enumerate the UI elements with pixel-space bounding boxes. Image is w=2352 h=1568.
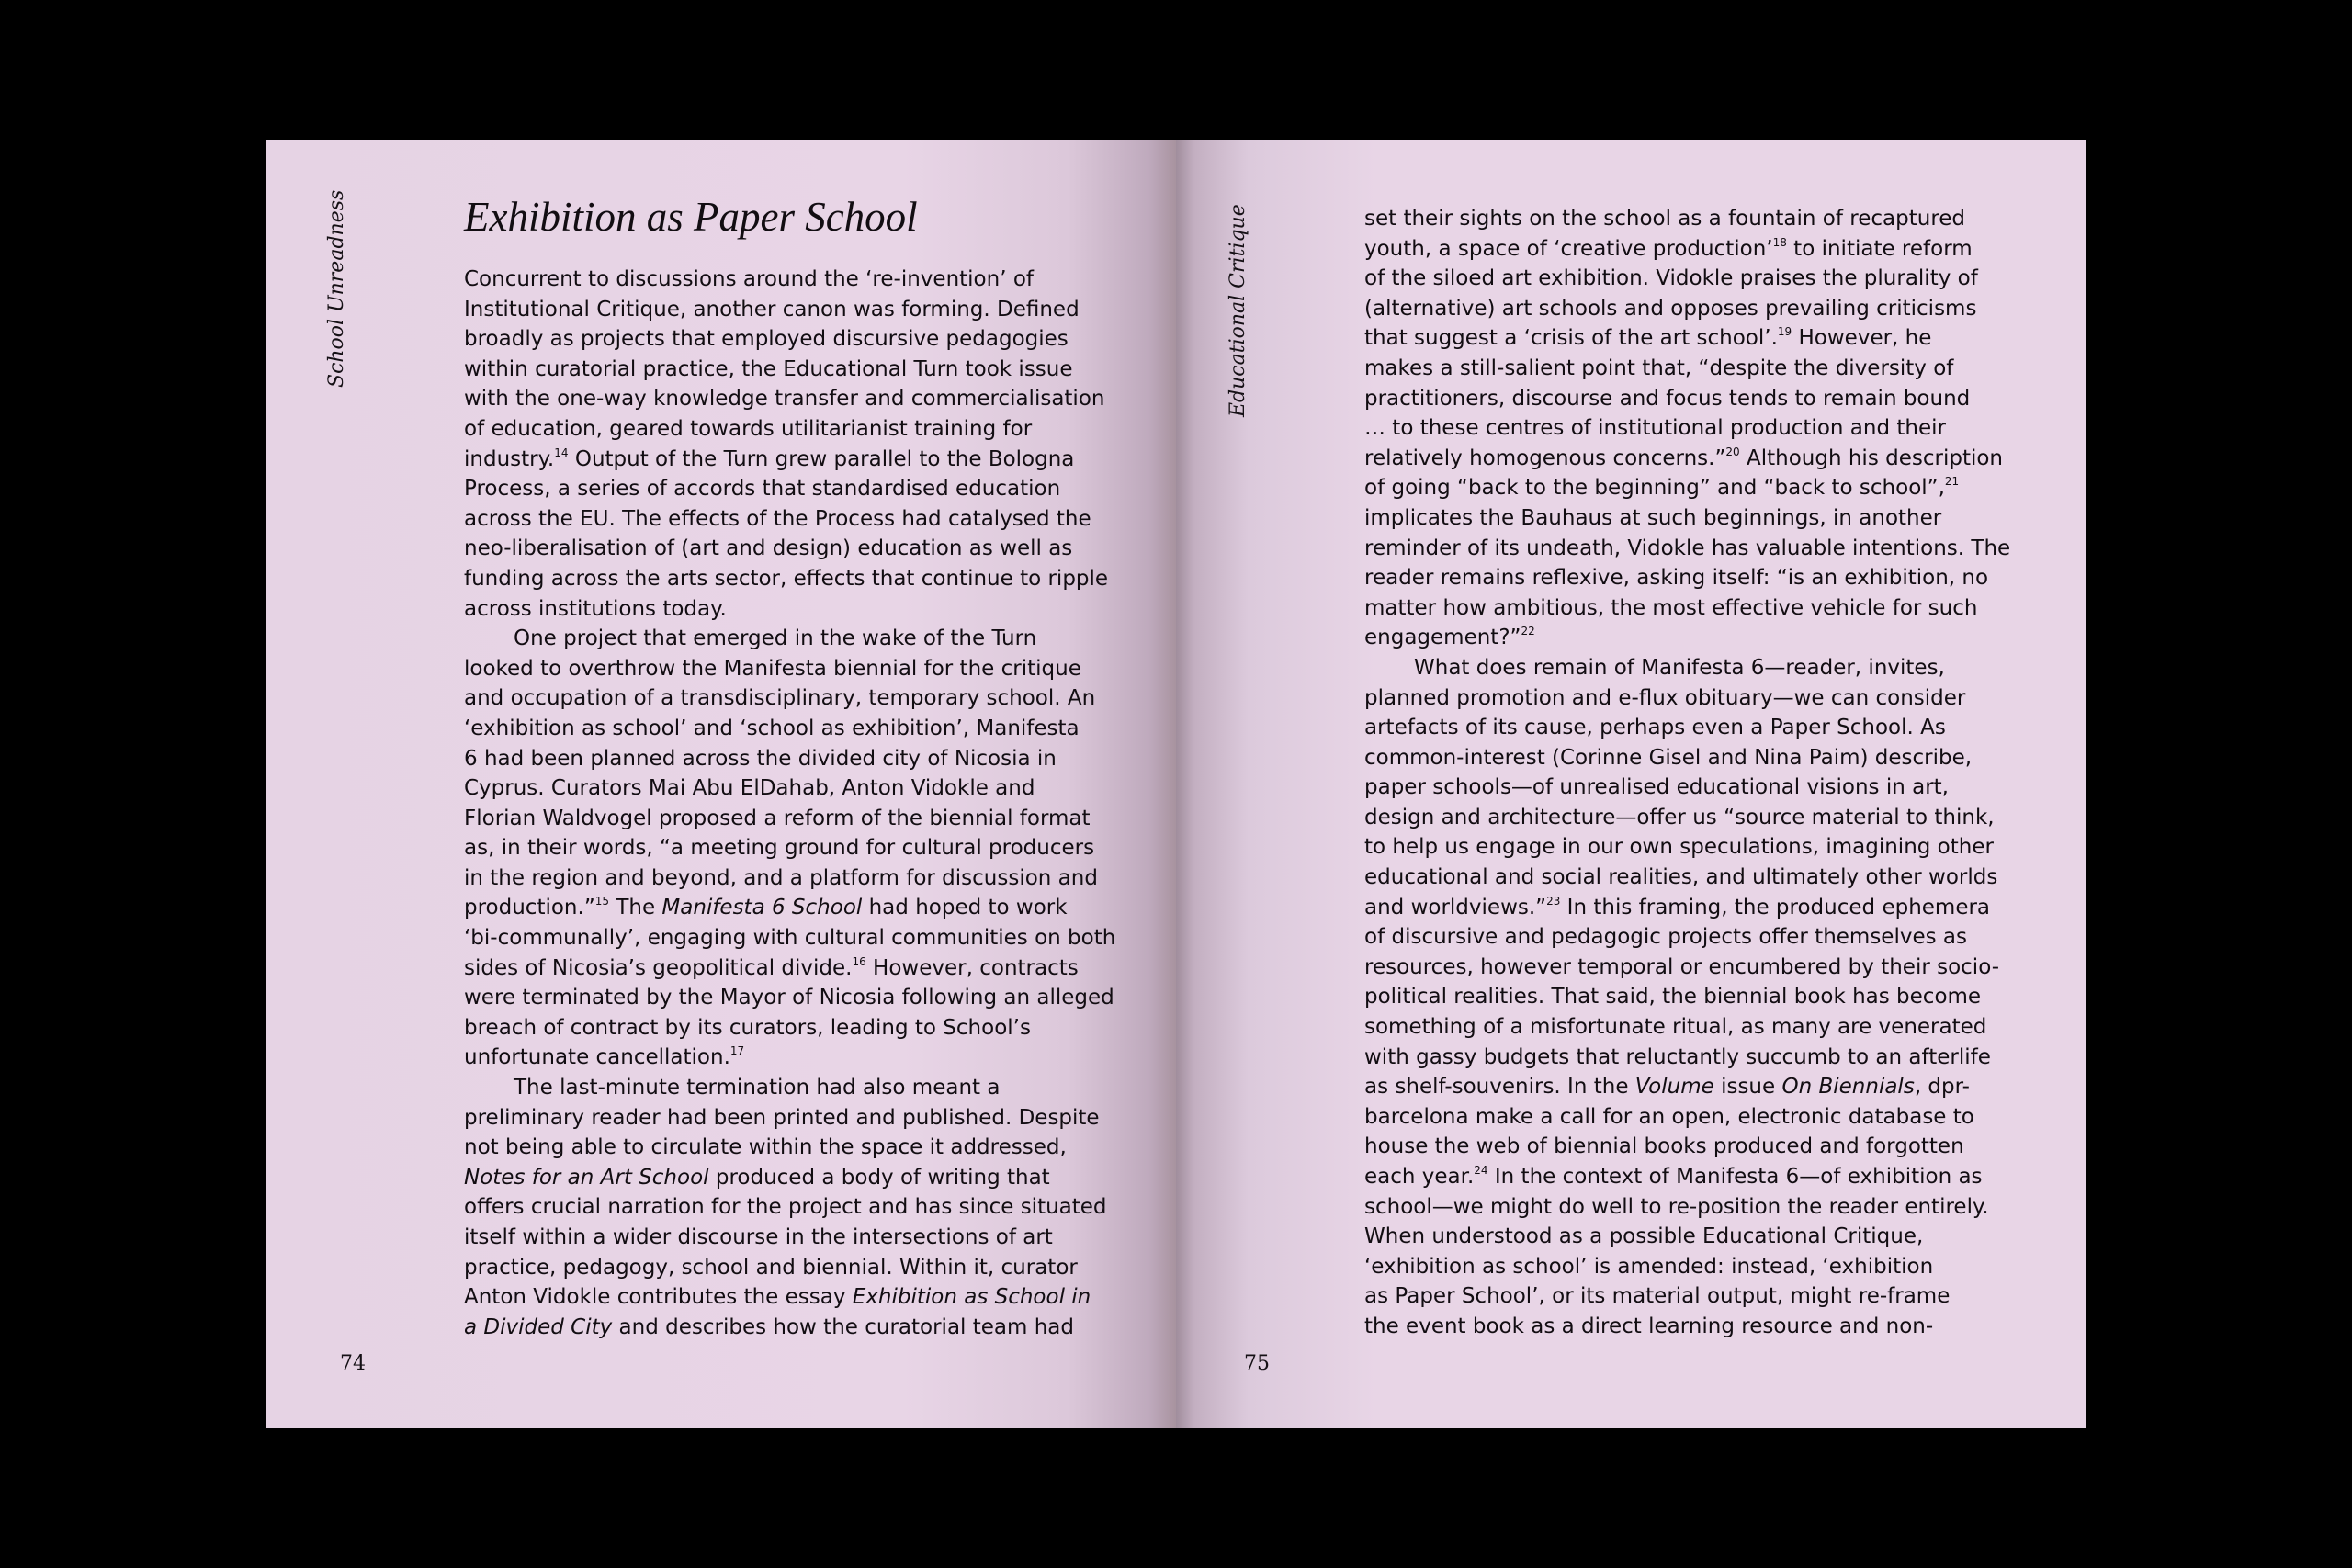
text-line (1364, 713, 2026, 743)
text-line (1364, 1162, 2026, 1192)
text-line (1364, 444, 2026, 474)
line-text: as, in their words, “a meeting ground for cultural producers (464, 836, 1095, 861)
line-text: sides of Nicosia’s geopolitical divide. (464, 955, 853, 980)
text-line (464, 1223, 1125, 1253)
line-text: Florian Waldvogel proposed a reform of the biennial format (464, 806, 1091, 830)
text-line (464, 295, 1125, 325)
line-text: itself within a wider discourse in the intersections of art (464, 1225, 1053, 1249)
line-text: offers crucial narration for the project and has since situated (464, 1195, 1107, 1220)
line-text: matter how ambitious, the most effective vehicle for such (1364, 595, 1978, 620)
text-line (1364, 863, 2026, 893)
footnote-ref: 16 (852, 954, 866, 968)
line-text: that suggest a ‘crisis of the art school’. (1364, 326, 1778, 351)
line-text: The (609, 896, 662, 920)
line-text: not being able to circulate within the space it addressed, (464, 1135, 1067, 1160)
line-text: relatively homogenous concerns.” (1364, 446, 1726, 470)
text-line (1364, 1252, 2026, 1282)
line-text: makes a still-salient point that, “despite the diversity of (1364, 355, 1954, 380)
footnote-ref: 18 (1772, 235, 1787, 249)
footnote-ref: 14 (554, 446, 569, 459)
text-line (464, 534, 1125, 564)
footnote-ref: 17 (729, 1044, 745, 1058)
text-line (464, 474, 1125, 504)
text-line (464, 384, 1125, 414)
line-text: youth, a space of ‘creative production’ (1364, 236, 1773, 261)
text-line (464, 594, 1125, 625)
line-text: practitioners, discourse and focus tends to remain bound (1364, 386, 1971, 411)
text-line (464, 324, 1125, 355)
page-number-left: 74 (340, 1352, 366, 1375)
text-line (1364, 384, 2026, 414)
running-head-right: Educational Critique (1227, 204, 1250, 417)
text-line (464, 1073, 1125, 1103)
line-text: breach of contract by its curators, leading to School’s (464, 1015, 1031, 1040)
text-line (464, 953, 1125, 984)
line-text: One project that emerged in the wake of the Turn (514, 626, 1037, 651)
line-text: barcelona make a call for an open, electronic database to (1364, 1104, 1974, 1129)
line-text: artefacts of its cause, perhaps even a Paper School. As (1364, 716, 1946, 740)
line-text: the event book as a direct learning resource and non- (1364, 1314, 1934, 1338)
line-text: were terminated by the Mayor of Nicosia following an alleged (464, 986, 1114, 1010)
italic-title: Manifesta 6 School (662, 896, 863, 920)
footnote-ref: 21 (1944, 475, 1960, 489)
line-text: school—we might do well to re-position the reader entirely. (1364, 1194, 1989, 1219)
book-spread (266, 140, 2086, 1428)
line-text: something of a misfortunate ritual, as many are venerated (1364, 1015, 1987, 1040)
text-line (464, 744, 1125, 774)
line-text: … to these centres of institutional production and their (1364, 416, 1946, 441)
text-line (464, 1103, 1125, 1134)
text-line (1364, 264, 2026, 294)
line-text: , dpr- (1914, 1075, 1970, 1100)
text-line (464, 265, 1125, 295)
line-text: and worldviews.” (1364, 895, 1547, 919)
text-line (464, 1313, 1125, 1343)
line-text: with the one-way knowledge transfer and commercialisation (464, 387, 1105, 412)
line-text: issue (1713, 1075, 1782, 1100)
line-text: However, contracts (865, 955, 1079, 980)
text-line (464, 893, 1125, 923)
line-text: reminder of its undeath, Vidokle has valuable intentions. The (1364, 536, 2011, 560)
text-line (1364, 534, 2026, 564)
line-text: neo-liberalisation of (art and design) education as well as (464, 536, 1073, 561)
text-line (1364, 294, 2026, 324)
text-line (464, 683, 1125, 714)
page-number-right: 75 (1244, 1352, 1270, 1375)
text-line (1364, 832, 2026, 863)
text-line (464, 414, 1125, 445)
text-line (1364, 413, 2026, 444)
line-text: in the region and beyond, and a platform for discussion and (464, 865, 1098, 890)
line-text: In the context of Manifesta 6—of exhibition as (1487, 1165, 1983, 1189)
text-line (1364, 1072, 2026, 1102)
line-text: paper schools—of unrealised educational visions in art, (1364, 775, 1949, 800)
line-text: Process, a series of accords that standardised education (464, 477, 1061, 502)
line-text: unfortunate cancellation. (464, 1045, 730, 1070)
line-text: political realities. That said, the biennial book has become (1364, 985, 1982, 1010)
line-text: When understood as a possible Educational Critique, (1364, 1224, 1924, 1249)
line-text: across institutions today. (464, 596, 727, 621)
text-line (464, 1013, 1125, 1043)
line-text: each year. (1364, 1165, 1475, 1189)
line-text: of education, geared towards utilitarianist training for (464, 416, 1033, 441)
text-line (464, 624, 1125, 654)
line-text: What does remain of Manifesta 6—reader, invites, (1414, 655, 1945, 680)
left-body-text (464, 265, 1125, 1342)
text-line (464, 654, 1125, 684)
right-body-text (1364, 204, 2026, 1342)
italic-title: Notes for an Art School (464, 1165, 709, 1190)
text-line (1364, 982, 2026, 1012)
text-line (464, 833, 1125, 863)
footnote-ref: 20 (1725, 445, 1740, 458)
line-text: production.” (464, 896, 595, 920)
text-line (1364, 1132, 2026, 1162)
line-text: engagement?” (1364, 626, 1521, 650)
footnote-ref: 19 (1777, 325, 1792, 339)
text-line (464, 1253, 1125, 1283)
text-line (1364, 803, 2026, 833)
line-text: to initiate reform (1786, 236, 1973, 261)
line-text: ‘exhibition as school’ and ‘school as exhibition’, Manifesta (464, 716, 1080, 740)
line-text: Although his description (1739, 446, 2003, 470)
italic-title: On Biennials (1781, 1075, 1915, 1100)
line-text: practice, pedagogy, school and biennial. Within it, curator (464, 1255, 1078, 1280)
text-line (464, 1163, 1125, 1193)
line-text: 6 had been planned across the divided city of Nicosia in (464, 746, 1057, 771)
line-text: to help us engage in our own speculations, imagining other (1364, 835, 1994, 860)
line-text: funding across the arts sector, effects that continue to ripple (464, 566, 1109, 591)
text-line (464, 983, 1125, 1013)
line-text: with gassy budgets that reluctantly succumb to an afterlife (1364, 1044, 1991, 1069)
text-line (1364, 683, 2026, 714)
line-text: Concurrent to discussions around the ‘re-invention’ of (464, 267, 1034, 291)
line-text: within curatorial practice, the Educational Turn took issue (464, 356, 1073, 381)
line-text: of discursive and pedagogic projects offer themselves as (1364, 925, 1967, 950)
text-line (1364, 743, 2026, 773)
line-text: industry. (464, 446, 555, 471)
text-line (1364, 563, 2026, 593)
line-text: produced a body of writing that (708, 1165, 1050, 1190)
line-text: of going “back to the beginning” and “back to school”, (1364, 476, 1945, 501)
text-line (1364, 593, 2026, 624)
line-text: Anton Vidokle contributes the essay (464, 1285, 853, 1310)
line-text: design and architecture—offer us “source material to think, (1364, 805, 1995, 829)
text-line (1364, 1043, 2026, 1073)
line-text: Output of the Turn grew parallel to the Bologna (568, 446, 1075, 471)
text-line (1364, 1312, 2026, 1342)
text-line (464, 504, 1125, 535)
line-text: as Paper School’, or its material output, might re-frame (1364, 1284, 1951, 1309)
line-text: Cyprus. Curators Mai Abu ElDahab, Anton Vidokle and (464, 776, 1035, 801)
line-text: as shelf-souvenirs. In the (1364, 1075, 1635, 1100)
text-line (464, 804, 1125, 834)
line-text: set their sights on the school as a fountain of recaptured (1364, 207, 1966, 231)
line-text: reader remains reflexive, asking itself: “is an exhibition, no (1364, 566, 1989, 591)
line-text: resources, however temporal or encumbered by their socio- (1364, 954, 1999, 979)
text-line (464, 714, 1125, 744)
text-line (1364, 1222, 2026, 1252)
text-line (464, 923, 1125, 953)
text-line (1364, 1012, 2026, 1043)
text-line (464, 355, 1125, 385)
line-text: had hoped to work (862, 896, 1068, 920)
line-text: implicates the Bauhaus at such beginnings, in another (1364, 505, 1942, 530)
italic-title: Volume (1634, 1075, 1714, 1100)
footnote-ref: 22 (1521, 625, 1535, 638)
line-text: and describes how the curatorial team had (612, 1314, 1074, 1339)
text-line (1364, 1102, 2026, 1133)
text-line (1364, 653, 2026, 683)
chapter-title: Exhibition as Paper School (464, 194, 918, 240)
text-line (464, 863, 1125, 894)
line-text: broadly as projects that employed discursive pedagogies (464, 327, 1069, 352)
line-text: ‘exhibition as school’ is amended: instead, ‘exhibition (1364, 1254, 1934, 1279)
line-text: Institutional Critique, another canon was forming. Defined (464, 297, 1080, 321)
text-line (1364, 773, 2026, 803)
line-text: The last-minute termination had also meant a (514, 1076, 1001, 1100)
text-line (1364, 354, 2026, 384)
text-line (1364, 623, 2026, 653)
line-text: However, he (1792, 326, 1932, 351)
text-line (1364, 204, 2026, 234)
text-line (464, 1192, 1125, 1223)
text-line (464, 773, 1125, 804)
running-head-left: School Unreadness (325, 189, 348, 388)
line-text: house the web of biennial books produced and forgotten (1364, 1134, 1964, 1159)
footnote-ref: 24 (1474, 1164, 1488, 1177)
line-text: (alternative) art schools and opposes prevailing criticisms (1364, 296, 1977, 321)
text-line (464, 445, 1125, 475)
text-line (464, 1133, 1125, 1163)
text-line (1364, 323, 2026, 354)
text-line (464, 1282, 1125, 1313)
line-text: across the EU. The effects of the Process had catalysed the (464, 506, 1091, 531)
text-line (1364, 234, 2026, 265)
footnote-ref: 23 (1546, 894, 1561, 908)
text-line (1364, 893, 2026, 923)
text-line (1364, 1192, 2026, 1223)
text-line (1364, 473, 2026, 503)
italic-title: a Divided City (464, 1314, 613, 1339)
right-page (1176, 140, 2086, 1428)
line-text: educational and social realities, and ultimately other worlds (1364, 865, 1998, 890)
line-text: of the siloed art exhibition. Vidokle praises the plurality of (1364, 266, 1978, 291)
footnote-ref: 15 (594, 895, 610, 908)
left-page (266, 140, 1176, 1428)
text-line (1364, 922, 2026, 953)
text-line (1364, 953, 2026, 983)
line-text: In this framing, the produced ephemera (1560, 895, 1991, 919)
text-line (464, 1043, 1125, 1073)
line-text: looked to overthrow the Manifesta biennial for the critique (464, 656, 1081, 681)
line-text: preliminary reader had been printed and published. Despite (464, 1105, 1100, 1130)
line-text: ‘bi-communally’, engaging with cultural communities on both (464, 926, 1116, 951)
line-text: and occupation of a transdisciplinary, temporary school. An (464, 686, 1096, 711)
text-line (1364, 503, 2026, 534)
line-text: planned promotion and e-flux obituary—we can consider (1364, 685, 1966, 710)
text-line (1364, 1281, 2026, 1312)
line-text: common-interest (Corinne Gisel and Nina Paim) describe, (1364, 745, 1973, 770)
text-line (464, 564, 1125, 594)
italic-title: Exhibition as School in (852, 1285, 1091, 1310)
